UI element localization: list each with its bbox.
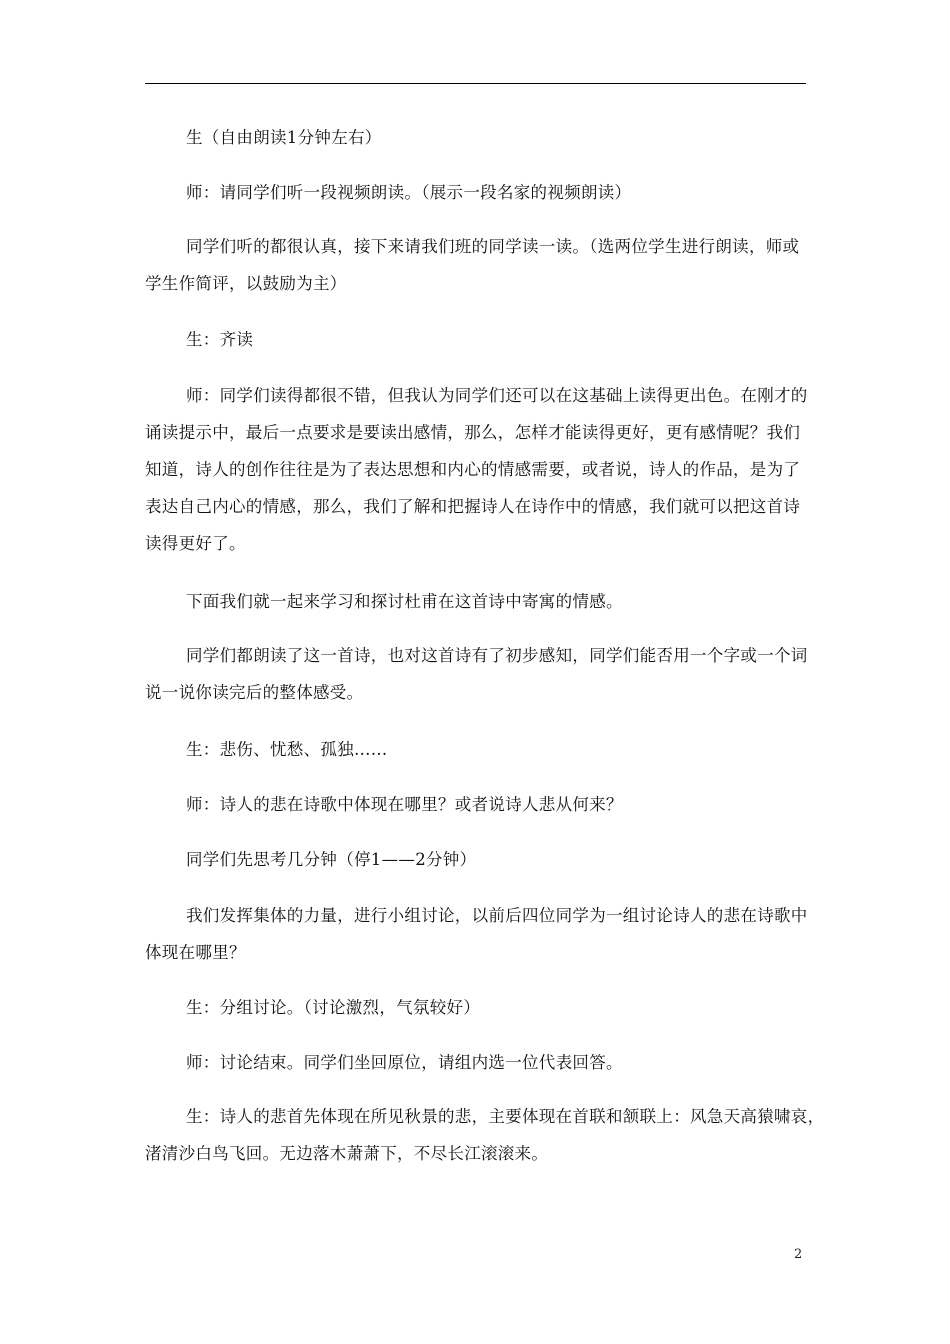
paragraph-line: 生：齐读: [186, 330, 254, 349]
paragraph-line: 师：讨论结束。同学们坐回原位，请组内选一位代表回答。: [186, 1053, 623, 1072]
paragraph-line: 生：悲伤、忧愁、孤独……: [186, 740, 388, 759]
paragraph-14: [145, 1098, 825, 1172]
paragraph-11: [145, 897, 806, 971]
paragraph-line: 下面我们就一起来学习和探讨杜甫在这首诗中寄寓的情感。: [186, 592, 623, 611]
paragraph-line: 知道，诗人的创作往往是为了表达思想和内心的情感需要，或者说，诗人的作品，是为了: [145, 460, 801, 479]
paragraph-12: [145, 989, 806, 1026]
paragraph-2: [145, 174, 806, 211]
paragraph-9: [145, 786, 806, 823]
paragraph-6: [145, 583, 806, 620]
paragraph-line: 诵读提示中，最后一点要求是要读出感情，那么，怎样才能读得更好，更有感情呢？我们: [145, 423, 801, 442]
page-number: 2: [794, 1247, 803, 1262]
paragraph-13: [145, 1044, 806, 1081]
paragraph-line: 学生作简评，以鼓励为主）: [145, 274, 347, 293]
paragraph-line: 生：诗人的悲首先体现在所见秋景的悲，主要体现在首联和颔联上：风急天高猿啸哀，: [186, 1107, 825, 1126]
paragraph-line: 渚清沙白鸟飞回。无边落木萧萧下，不尽长江滚滚来。: [145, 1144, 549, 1163]
paragraph-3: [145, 228, 806, 302]
paragraph-line: 我们发挥集体的力量，进行小组讨论，以前后四位同学为一组讨论诗人的悲在诗歌中: [186, 906, 808, 925]
paragraph-10: [145, 841, 806, 878]
paragraph-line: 生（自由朗读1分钟左右）: [186, 128, 382, 147]
paragraph-1: [145, 119, 806, 156]
paragraph-line: 师：请同学们听一段视频朗读。（展示一段名家的视频朗读）: [186, 183, 632, 202]
paragraph-7: [145, 637, 806, 711]
paragraph-line: 读得更好了。: [145, 534, 246, 553]
header-rule: [145, 83, 806, 84]
paragraph-8: [145, 731, 806, 768]
paragraph-line: 同学们先思考几分钟（停1——2分钟）: [186, 850, 477, 869]
paragraph-line: 体现在哪里？: [145, 943, 246, 962]
paragraph-line: 师：同学们读得都很不错，但我认为同学们还可以在这基础上读得更出色。在刚才的: [186, 386, 808, 405]
paragraph-line: 生：分组讨论。（讨论激烈，气氛较好）: [186, 998, 481, 1017]
paragraph-line: 师：诗人的悲在诗歌中体现在哪里？或者说诗人悲从何来？: [186, 795, 623, 814]
paragraph-line: 表达自己内心的情感，那么，我们了解和把握诗人在诗作中的情感，我们就可以把这首诗: [145, 497, 801, 516]
paragraph-line: 同学们听的都很认真，接下来请我们班的同学读一读。（选两位学生进行朗读，师或: [186, 237, 800, 256]
paragraph-4: [145, 321, 806, 358]
paragraph-line: 说一说你读完后的整体感受。: [145, 683, 364, 702]
paragraph-5: [145, 377, 806, 562]
paragraph-line: 同学们都朗读了这一首诗，也对这首诗有了初步感知，同学们能否用一个字或一个词: [186, 646, 808, 665]
